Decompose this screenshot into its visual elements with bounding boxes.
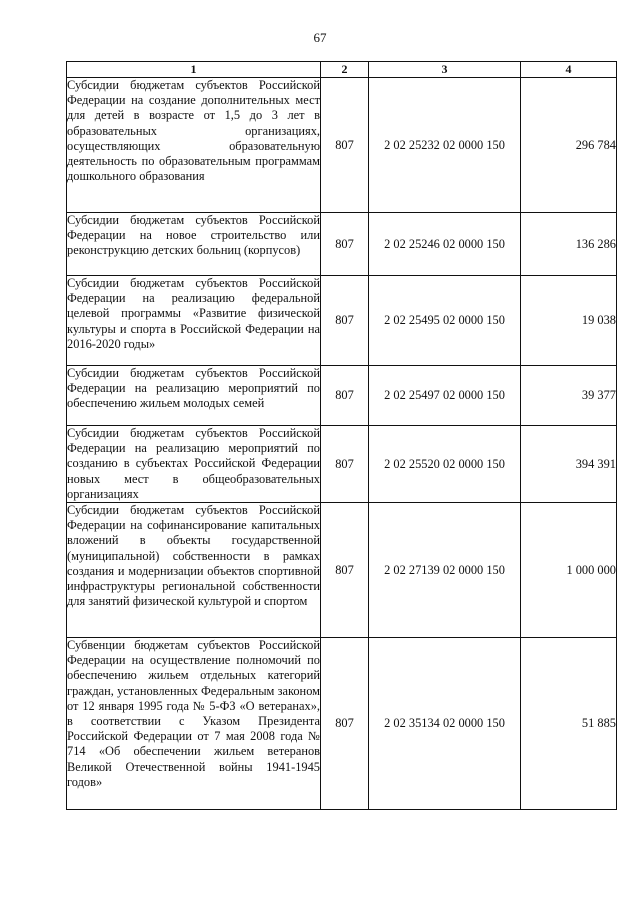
row-description: Субсидии бюджетам субъектов Российской Федерации на реализацию мероприятий по созданию в субъектах Российской Федерации новых мест в общеобразовательных организациях [67,426,320,501]
row-budget-code: 2 02 25520 02 0000 150 [369,426,521,503]
row-admin-code: 807 [321,78,369,213]
row-amount: 136 286 [521,213,617,276]
row-admin-code: 807 [321,366,369,426]
column-header-budget-code: 3 [369,62,521,78]
row-amount: 1 000 000 [521,503,617,638]
row-budget-code: 2 02 25246 02 0000 150 [369,213,521,276]
row-admin-code: 807 [321,276,369,366]
row-budget-code: 2 02 27139 02 0000 150 [369,503,521,638]
column-header-description: 1 [67,62,321,78]
table-row [67,366,617,426]
table-row [67,503,617,638]
row-amount: 394 391 [521,426,617,503]
row-budget-code: 2 02 25495 02 0000 150 [369,276,521,366]
row-amount: 51 885 [521,638,617,810]
row-description: Субсидии бюджетам субъектов Российской Федерации на софинансирование капитальных вложений в объекты государственной (муниципальной) собственности в рамках создания и модернизации объектов спортивной инфраструктуры региональной собственности для занятий физической культурой и спортом [67,503,321,638]
row-description: Субсидии бюджетам субъектов Российской Федерации на создание дополнительных мест для детей в возрасте от 1,5 до 3 лет в образовательных организациях, осуществляющих образовательную деятельность по образовательным программам дошкольного образования [67,78,321,213]
row-admin-code: 807 [321,638,369,810]
table-row [67,638,617,810]
row-admin-code: 807 [321,503,369,638]
table-row [67,78,617,213]
row-budget-code: 2 02 25232 02 0000 150 [369,78,521,213]
table-row [67,426,617,503]
row-admin-code: 807 [321,426,369,503]
row-description: Субсидии бюджетам субъектов Российской Федерации на реализацию мероприятий по обеспечению жильем молодых семей [67,366,321,426]
row-description: Субсидии бюджетам субъектов Российской Федерации на реализацию федеральной целевой программы «Развитие физической культуры и спорта в Российской Федерации на 2016-2020 годы» [67,276,321,366]
row-description: Субсидии бюджетам субъектов Российской Федерации на новое строительство или реконструкцию детских больниц (корпусов) [67,213,321,276]
page-number: 67 [313,30,327,45]
row-amount: 19 038 [521,276,617,366]
column-header-amount: 4 [521,62,617,78]
row-budget-code: 2 02 25497 02 0000 150 [369,366,521,426]
row-description: Субвенции бюджетам субъектов Российской Федерации на осуществление полномочий по обеспечению жильем отдельных категорий граждан, установленных Федеральным законом от 12 января 1995 года № 5-ФЗ «О ветеранах», в соответствии с Указом Президента Российской Федерации от 7 мая 2008 года № 714 «Об обеспечении жильем ветеранов Великой Отечественной войны 1941-1945 годов» [67,638,321,810]
row-amount: 296 784 [521,78,617,213]
table-row [67,276,617,366]
column-header-admin-code: 2 [321,62,369,78]
row-budget-code: 2 02 35134 02 0000 150 [369,638,521,810]
row-admin-code: 807 [321,213,369,276]
table-header-row [67,62,617,78]
row-amount: 39 377 [521,366,617,426]
table-row [67,213,617,276]
budget-revenue-table [66,61,617,810]
